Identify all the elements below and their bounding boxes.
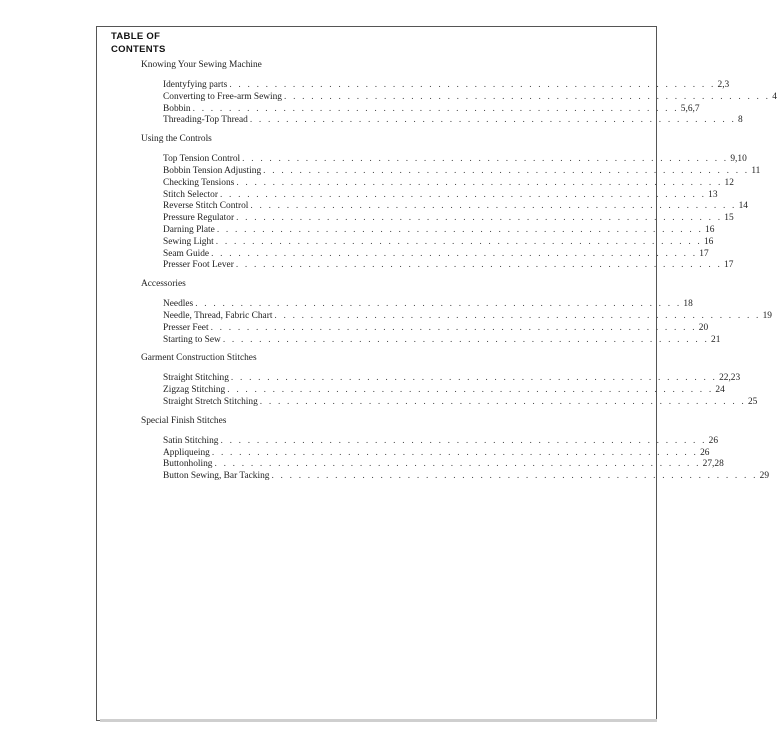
entry-page-number: 22,23 — [719, 373, 741, 384]
dot-leader: . . . . . . . . . . . . . . . . . . . . . . . . . . . . . . . . . . . . . . . . . . . . . . . . . . . . . . — [192, 103, 679, 114]
toc-entry — [141, 201, 748, 213]
toc-entry — [141, 248, 709, 261]
toc-section — [141, 415, 770, 483]
entry-label: Needle, Thread, Fabric Chart — [163, 310, 273, 321]
entry-page-number: 20 — [698, 322, 709, 333]
section-title: Accessories — [141, 279, 186, 290]
section-title: Garment Construction Stitches — [141, 353, 257, 364]
entry-page-number: 21 — [711, 334, 721, 345]
entry-label: Bobbin Tension Adjusting — [163, 165, 262, 176]
entry-label: Presser Feet — [163, 322, 209, 333]
toc-heading — [111, 31, 166, 56]
entry-page-number: 2,3 — [717, 80, 730, 90]
dot-leader: . . . . . . . . . . . . . . . . . . . . . . . . . . . . . . . . . . . . . . . . . . . . . . . . . . . . . . — [249, 115, 737, 126]
entry-page-number: 4 — [772, 91, 777, 102]
entry-page-number: 25 — [747, 396, 758, 407]
entry-page-number: 17 — [699, 248, 709, 259]
entry-label: Reverse Stitch Control — [163, 201, 249, 212]
entry-page-number: 11 — [751, 165, 761, 176]
entry-page-number: 29 — [759, 471, 770, 482]
dot-leader: . . . . . . . . . . . . . . . . . . . . . . . . . . . . . . . . . . . . . . . . . . . . . . . . . . . . . . — [230, 373, 718, 384]
toc-entry — [141, 322, 709, 335]
dot-leader: . . . . . . . . . . . . . . . . . . . . . . . . . . . . . . . . . . . . . . . . . . . . . . . . . . . . . . — [211, 248, 698, 259]
entry-label: Button Sewing, Bar Tacking — [163, 471, 270, 482]
dot-leader: . . . . . . . . . . . . . . . . . . . . . . . . . . . . . . . . . . . . . . . . . . . . . . . . . . . . . . — [284, 91, 771, 102]
entry-label: Presser Foot Lever — [163, 260, 234, 271]
toc-entry — [141, 310, 772, 323]
toc-entry-list — [141, 80, 777, 127]
toc-entry — [141, 80, 730, 92]
section-title: Using the Controls — [141, 134, 212, 145]
entry-page-number: 24 — [715, 385, 725, 396]
dot-leader: . . . . . . . . . . . . . . . . . . . . . . . . . . . . . . . . . . . . . . . . . . . . . . . . . . . . . . — [219, 189, 707, 200]
toc-entry — [141, 165, 761, 178]
entry-label: Identyfying parts — [163, 80, 228, 90]
section-title: Knowing Your Sewing Machine — [141, 60, 262, 70]
toc-entry — [141, 334, 721, 347]
entry-page-number: 8 — [738, 115, 743, 126]
toc-entry — [141, 299, 693, 311]
entry-page-number: 26 — [708, 435, 719, 446]
entry-page-number: 9,10 — [730, 154, 747, 165]
dot-leader: . . . . . . . . . . . . . . . . . . . . . . . . . . . . . . . . . . . . . . . . . . . . . . . . . . . . . . — [211, 447, 699, 458]
entry-label: Buttonholing — [163, 459, 213, 470]
toc-entry-list — [141, 299, 772, 346]
document-page — [96, 26, 777, 721]
entry-label: Bobbin — [163, 103, 191, 114]
dot-leader: . . . . . . . . . . . . . . . . . . . . . . . . . . . . . . . . . . . . . . . . . . . . . . . . . . . . . . — [222, 334, 709, 345]
toc-entry — [141, 224, 715, 237]
toc-entry — [141, 435, 719, 448]
toc-heading-line-2: CONTENTS — [111, 43, 166, 55]
toc-entry — [141, 103, 700, 116]
toc-entry — [141, 260, 734, 272]
dot-leader: . . . . . . . . . . . . . . . . . . . . . . . . . . . . . . . . . . . . . . . . . . . . . . . . . . . . . . — [229, 80, 716, 90]
entry-page-number: 15 — [724, 213, 734, 224]
toc-entry — [141, 91, 777, 104]
toc-entry — [141, 373, 741, 385]
toc-section — [141, 352, 758, 408]
page-shadow — [100, 719, 657, 722]
entry-label: Appliqueing — [163, 447, 210, 458]
entry-page-number: 19 — [762, 310, 772, 321]
toc-entry-list — [141, 373, 758, 408]
entry-label: Straight Stitching — [163, 373, 229, 384]
section-title: Special Finish Stitches — [141, 415, 227, 426]
entry-page-number: 5,6,7 — [680, 103, 700, 114]
toc-entry — [141, 385, 725, 397]
dot-leader: . . . . . . . . . . . . . . . . . . . . . . . . . . . . . . . . . . . . . . . . . . . . . . . . . . . . . . — [235, 260, 723, 271]
toc-entry-list — [141, 435, 770, 483]
toc-section — [141, 59, 777, 127]
toc-entry — [141, 115, 743, 127]
entry-label: Sewing Light — [163, 236, 214, 247]
dot-leader: . . . . . . . . . . . . . . . . . . . . . . . . . . . . . . . . . . . . . . . . . . . . . . . . . . . . . . — [220, 435, 707, 446]
entry-page-number: 16 — [703, 236, 714, 247]
entry-page-number: 27,28 — [702, 459, 724, 470]
toc-entry-list — [141, 154, 761, 272]
entry-page-number: 17 — [724, 260, 734, 271]
toc-entry — [141, 236, 714, 249]
toc-entry — [141, 396, 758, 409]
entry-label: Satin Stitching — [163, 435, 219, 446]
entry-label: Stitch Selector — [163, 189, 218, 200]
dot-leader: . . . . . . . . . . . . . . . . . . . . . . . . . . . . . . . . . . . . . . . . . . . . . . . . . . . . . . — [236, 213, 723, 224]
entry-label: Top Tension Control — [163, 154, 241, 165]
toc-entry — [141, 459, 724, 471]
dot-leader: . . . . . . . . . . . . . . . . . . . . . . . . . . . . . . . . . . . . . . . . . . . . . . . . . . . . . . — [195, 299, 682, 310]
dot-leader: . . . . . . . . . . . . . . . . . . . . . . . . . . . . . . . . . . . . . . . . . . . . . . . . . . . . . . — [214, 459, 701, 470]
dot-leader: . . . . . . . . . . . . . . . . . . . . . . . . . . . . . . . . . . . . . . . . . . . . . . . . . . . . . . — [271, 471, 758, 482]
entry-label: Checking Tensions — [163, 177, 235, 188]
dot-leader: . . . . . . . . . . . . . . . . . . . . . . . . . . . . . . . . . . . . . . . . . . . . . . . . . . . . . . — [274, 310, 761, 321]
toc-entry — [141, 177, 734, 190]
entry-page-number: 13 — [708, 189, 718, 200]
dot-leader: . . . . . . . . . . . . . . . . . . . . . . . . . . . . . . . . . . . . . . . . . . . . . . . . . . . . . . — [215, 236, 702, 247]
entry-label: Threading-Top Thread — [163, 115, 248, 126]
dot-leader: . . . . . . . . . . . . . . . . . . . . . . . . . . . . . . . . . . . . . . . . . . . . . . . . . . . . . . — [227, 385, 714, 396]
dot-leader: . . . . . . . . . . . . . . . . . . . . . . . . . . . . . . . . . . . . . . . . . . . . . . . . . . . . . . — [263, 165, 750, 176]
toc-entry — [141, 447, 710, 460]
toc-entry — [141, 471, 770, 483]
dot-leader: . . . . . . . . . . . . . . . . . . . . . . . . . . . . . . . . . . . . . . . . . . . . . . . . . . . . . . — [216, 224, 703, 235]
entry-page-number: 14 — [738, 201, 748, 212]
dot-leader: . . . . . . . . . . . . . . . . . . . . . . . . . . . . . . . . . . . . . . . . . . . . . . . . . . . . . . — [236, 177, 723, 188]
entry-label: Needles — [163, 299, 194, 310]
entry-label: Darning Plate — [163, 224, 215, 235]
toc-section — [141, 278, 772, 346]
entry-page-number: 16 — [705, 224, 715, 235]
entry-label: Zigzag Stitching — [163, 385, 226, 396]
toc-section — [141, 133, 761, 272]
entry-page-number: 12 — [724, 177, 734, 188]
entry-label: Seam Guide — [163, 248, 210, 259]
dot-leader: . . . . . . . . . . . . . . . . . . . . . . . . . . . . . . . . . . . . . . . . . . . . . . . . . . . . . . — [242, 154, 729, 165]
dot-leader: . . . . . . . . . . . . . . . . . . . . . . . . . . . . . . . . . . . . . . . . . . . . . . . . . . . . . . — [210, 322, 697, 333]
toc-entry — [141, 154, 747, 166]
toc-entry — [141, 213, 734, 225]
dot-leader: . . . . . . . . . . . . . . . . . . . . . . . . . . . . . . . . . . . . . . . . . . . . . . . . . . . . . . — [250, 201, 737, 212]
toc-heading-line-1: TABLE OF — [111, 31, 161, 42]
toc-entry — [141, 189, 718, 202]
entry-label: Converting to Free-arm Sewing — [163, 91, 282, 102]
dot-leader: . . . . . . . . . . . . . . . . . . . . . . . . . . . . . . . . . . . . . . . . . . . . . . . . . . . . . . — [259, 396, 746, 407]
entry-label: Pressure Regulator — [163, 213, 235, 224]
entry-page-number: 26 — [700, 447, 710, 458]
entry-label: Straight Stretch Stitching — [163, 396, 258, 407]
entry-page-number: 18 — [683, 299, 693, 310]
toc-body — [141, 59, 777, 503]
entry-label: Starting to Sew — [163, 334, 221, 345]
